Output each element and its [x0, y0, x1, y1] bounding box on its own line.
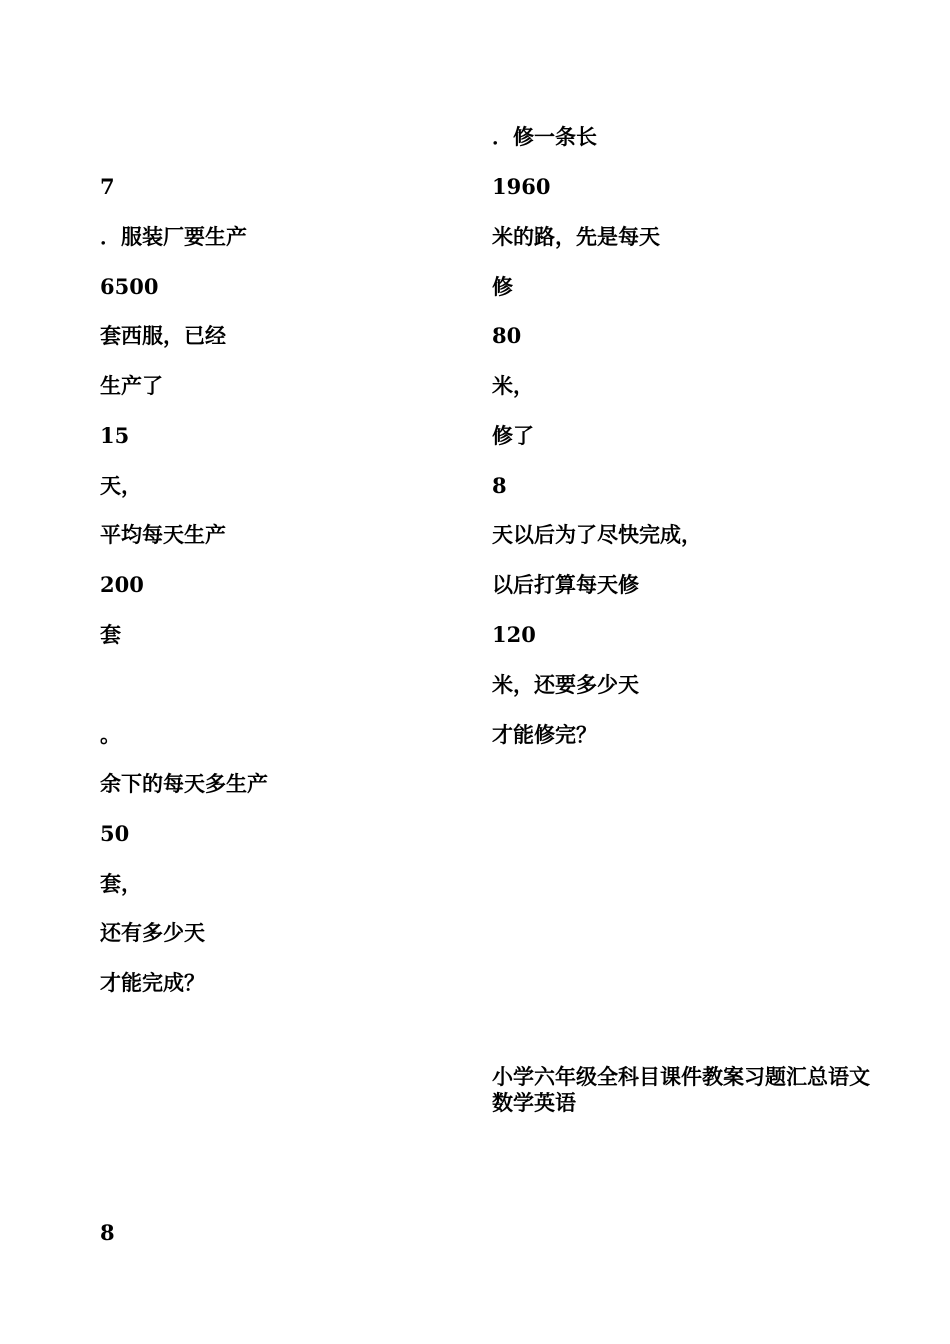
problem-text-line: 200 — [100, 572, 144, 597]
problem-text-line: 天， — [100, 473, 142, 498]
next-problem-number: 8 — [100, 1220, 115, 1245]
problem-text-line: 套， — [100, 871, 142, 896]
footer-note: 小学六年级全科目课件教案习题汇总语文数学英语 — [492, 1064, 870, 1115]
problem-text-line: 以后打算每天修 — [492, 572, 639, 597]
problem-text-line: 修了 — [492, 423, 534, 448]
problem-text-line: 才能修完？ — [492, 722, 597, 747]
problem-text-line: 15 — [100, 423, 130, 448]
problem-text-line: 天以后为了尽快完成， — [492, 522, 702, 547]
problem-text-line: 修 — [492, 274, 513, 299]
problem-text-line: 1960 — [492, 174, 551, 199]
problem-text-line: 80 — [492, 323, 522, 348]
problem-text-line: 50 — [100, 821, 130, 846]
problem-text-line: 生产了 — [100, 373, 163, 398]
problem-text-line: ．服装厂要生产 — [100, 224, 247, 249]
problem-number: 7 — [100, 174, 115, 199]
problem-text-line: 才能完成？ — [100, 970, 205, 995]
problem-text-line: 120 — [492, 622, 536, 647]
problem-text-line: 8 — [492, 473, 507, 498]
problem-text-line: 米， — [492, 373, 534, 398]
problem-text-line: 套 — [100, 622, 121, 647]
problem-text-line: 平均每天生产 — [100, 522, 226, 547]
problem-text-line: 6500 — [100, 274, 159, 299]
problem-text-line: 套西服，已经 — [100, 323, 226, 348]
problem-text-line: 。 — [100, 722, 121, 747]
problem-text-line: 米，还要多少天 — [492, 672, 639, 697]
problem-text-line: 米的路，先是每天 — [492, 224, 660, 249]
problem-text-line: ．修一条长 — [492, 124, 597, 149]
problem-text-line: 还有多少天 — [100, 920, 205, 945]
problem-text-line: 余下的每天多生产 — [100, 771, 268, 796]
